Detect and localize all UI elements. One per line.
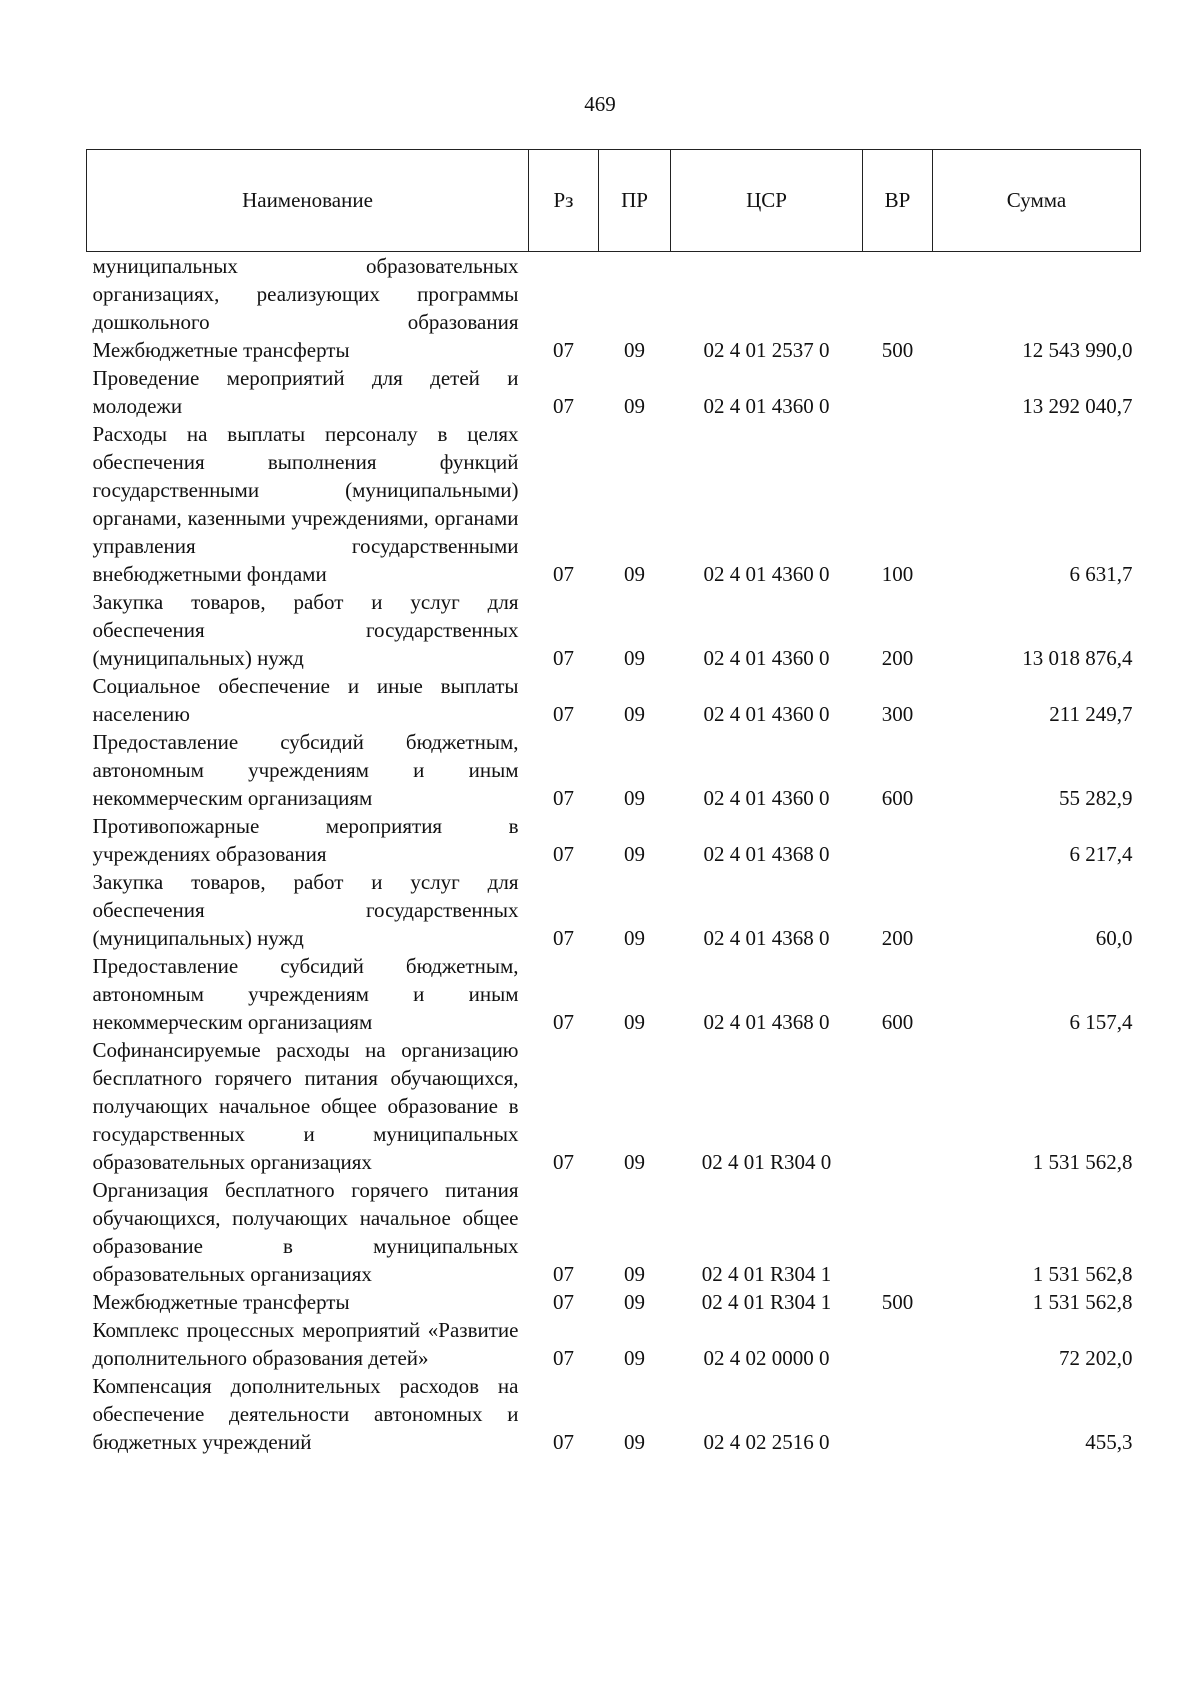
row-vr bbox=[863, 812, 933, 868]
row-csr: 02 4 01 4360 0 bbox=[703, 702, 830, 726]
row-name: Проведение мероприятий для детей и молодежи bbox=[92, 366, 519, 418]
row-rz bbox=[529, 252, 599, 337]
row-pr: 09 bbox=[624, 1346, 645, 1370]
row-csr: 02 4 01 R304 1 bbox=[701, 1262, 832, 1286]
row-sum: 13 018 876,4 bbox=[1022, 646, 1133, 670]
table-row bbox=[87, 1316, 1141, 1372]
header-csr: ЦСР bbox=[671, 150, 863, 252]
header-name: Наименование bbox=[87, 150, 529, 252]
row-rz: 07 bbox=[553, 1346, 574, 1370]
row-sum: 72 202,0 bbox=[1059, 1346, 1133, 1370]
table-row bbox=[87, 672, 1141, 728]
row-rz: 07 bbox=[553, 562, 574, 586]
row-vr: 300 bbox=[881, 702, 914, 726]
row-name: Предоставление субсидий бюджетным, автономным учреждениям и иным некоммерческим организациям bbox=[92, 954, 519, 1034]
page-number: 469 bbox=[584, 92, 616, 116]
budget-table bbox=[86, 149, 1141, 1456]
table-header bbox=[87, 150, 1141, 252]
row-vr: 200 bbox=[881, 646, 914, 670]
row-vr: 500 bbox=[881, 338, 914, 362]
row-pr: 09 bbox=[624, 926, 645, 950]
row-vr: 200 bbox=[881, 926, 914, 950]
row-name: Закупка товаров, работ и услуг для обеспечения государственных (муниципальных) нужд bbox=[92, 870, 519, 950]
row-rz: 07 bbox=[553, 1010, 574, 1034]
row-pr: 09 bbox=[624, 1430, 645, 1454]
row-rz: 07 bbox=[553, 926, 574, 950]
row-rz: 07 bbox=[553, 338, 574, 362]
row-csr: 02 4 02 2516 0 bbox=[703, 1430, 830, 1454]
table-row bbox=[87, 420, 1141, 588]
row-csr: 02 4 01 4360 0 bbox=[703, 394, 830, 418]
header-sum: Сумма bbox=[933, 150, 1141, 252]
row-pr: 09 bbox=[624, 786, 645, 810]
row-csr: 02 4 01 4368 0 bbox=[703, 1010, 830, 1034]
row-sum: 1 531 562,8 bbox=[1032, 1262, 1133, 1286]
row-csr bbox=[671, 252, 863, 337]
row-name: Закупка товаров, работ и услуг для обеспечения государственных (муниципальных) нужд bbox=[92, 590, 519, 670]
row-csr: 02 4 02 0000 0 bbox=[703, 1346, 830, 1370]
row-name: Социальное обеспечение и иные выплаты населению bbox=[92, 674, 519, 726]
table-row bbox=[87, 336, 1141, 364]
row-name: Софинансируемые расходы на организацию бесплатного горячего питания обучающихся, получающих начальное общее образование в государственных и муниципальных образовательных организациях bbox=[92, 1038, 519, 1174]
table-row bbox=[87, 1288, 1141, 1316]
row-vr bbox=[863, 1372, 933, 1456]
row-vr bbox=[863, 1036, 933, 1176]
row-csr: 02 4 01 4360 0 bbox=[703, 646, 830, 670]
row-sum: 6 217,4 bbox=[1069, 842, 1133, 866]
row-rz: 07 bbox=[553, 1262, 574, 1286]
row-pr: 09 bbox=[624, 1010, 645, 1034]
row-rz: 07 bbox=[553, 1150, 574, 1174]
row-pr bbox=[599, 252, 671, 337]
row-name: Расходы на выплаты персоналу в целях обеспечения выполнения функций государственными (муниципальными) органами, казенными учреждениями, органами управления государственными внебюджетными фондами bbox=[92, 422, 519, 586]
row-sum: 55 282,9 bbox=[1059, 786, 1133, 810]
row-pr: 09 bbox=[624, 394, 645, 418]
table-row bbox=[87, 1176, 1141, 1288]
row-rz: 07 bbox=[553, 786, 574, 810]
row-rz: 07 bbox=[553, 842, 574, 866]
row-vr: 500 bbox=[881, 1290, 914, 1314]
row-pr: 09 bbox=[624, 562, 645, 586]
row-csr: 02 4 01 4360 0 bbox=[703, 786, 830, 810]
row-vr bbox=[863, 1316, 933, 1372]
row-rz: 07 bbox=[553, 394, 574, 418]
row-name: муниципальных образовательных организациях, реализующих программы дошкольного образования bbox=[92, 254, 519, 334]
row-sum: 13 292 040,7 bbox=[1022, 394, 1133, 418]
row-sum: 60,0 bbox=[1095, 926, 1133, 950]
header-vr: ВР bbox=[863, 150, 933, 252]
row-sum: 455,3 bbox=[1085, 1430, 1133, 1454]
table-row bbox=[87, 588, 1141, 672]
row-csr: 02 4 01 R304 0 bbox=[701, 1150, 832, 1174]
table-row bbox=[87, 728, 1141, 812]
row-sum: 1 531 562,8 bbox=[1032, 1150, 1133, 1174]
row-vr bbox=[863, 364, 933, 420]
row-vr: 600 bbox=[881, 1010, 914, 1034]
row-sum bbox=[933, 252, 1141, 337]
row-pr: 09 bbox=[624, 1290, 645, 1314]
row-rz: 07 bbox=[553, 646, 574, 670]
row-pr: 09 bbox=[624, 702, 645, 726]
row-sum: 1 531 562,8 bbox=[1032, 1290, 1133, 1314]
row-sum: 6 157,4 bbox=[1069, 1010, 1133, 1034]
table-row bbox=[87, 952, 1141, 1036]
row-csr: 02 4 01 4368 0 bbox=[703, 926, 830, 950]
row-name: Организация бесплатного горячего питания обучающихся, получающих начальное общее образование в муниципальных образовательных организациях bbox=[92, 1178, 519, 1286]
row-sum: 6 631,7 bbox=[1069, 562, 1133, 586]
table-row bbox=[87, 812, 1141, 868]
row-name: Межбюджетные трансферты bbox=[92, 1290, 350, 1314]
row-vr: 600 bbox=[881, 786, 914, 810]
header-rz: Рз bbox=[529, 150, 599, 252]
table-row bbox=[87, 868, 1141, 952]
row-name: Предоставление субсидий бюджетным, автономным учреждениям и иным некоммерческим организациям bbox=[92, 730, 519, 810]
row-name: Комплекс процессных мероприятий «Развитие дополнительного образования детей» bbox=[92, 1318, 519, 1370]
row-pr: 09 bbox=[624, 646, 645, 670]
row-csr: 02 4 01 2537 0 bbox=[703, 338, 830, 362]
row-vr: 100 bbox=[881, 562, 914, 586]
row-sum: 12 543 990,0 bbox=[1022, 338, 1133, 362]
row-pr: 09 bbox=[624, 1262, 645, 1286]
row-name: Межбюджетные трансферты bbox=[92, 338, 350, 362]
row-rz: 07 bbox=[553, 1290, 574, 1314]
row-name: Компенсация дополнительных расходов на обеспечение деятельности автономных и бюджетных учреждений bbox=[92, 1374, 519, 1454]
row-rz: 07 bbox=[553, 1430, 574, 1454]
row-vr bbox=[863, 252, 933, 337]
row-csr: 02 4 01 R304 1 bbox=[701, 1290, 832, 1314]
header-pr: ПР bbox=[599, 150, 671, 252]
row-name: Противопожарные мероприятия в учреждениях образования bbox=[92, 814, 519, 866]
row-pr: 09 bbox=[624, 1150, 645, 1174]
row-pr: 09 bbox=[624, 842, 645, 866]
row-rz: 07 bbox=[553, 702, 574, 726]
row-pr: 09 bbox=[624, 338, 645, 362]
table-row bbox=[87, 1372, 1141, 1456]
row-vr bbox=[863, 1176, 933, 1288]
row-sum: 211 249,7 bbox=[1049, 702, 1133, 726]
row-csr: 02 4 01 4368 0 bbox=[703, 842, 830, 866]
table-row bbox=[87, 1036, 1141, 1176]
table-row bbox=[87, 364, 1141, 420]
row-csr: 02 4 01 4360 0 bbox=[703, 562, 830, 586]
table-row bbox=[87, 252, 1141, 337]
